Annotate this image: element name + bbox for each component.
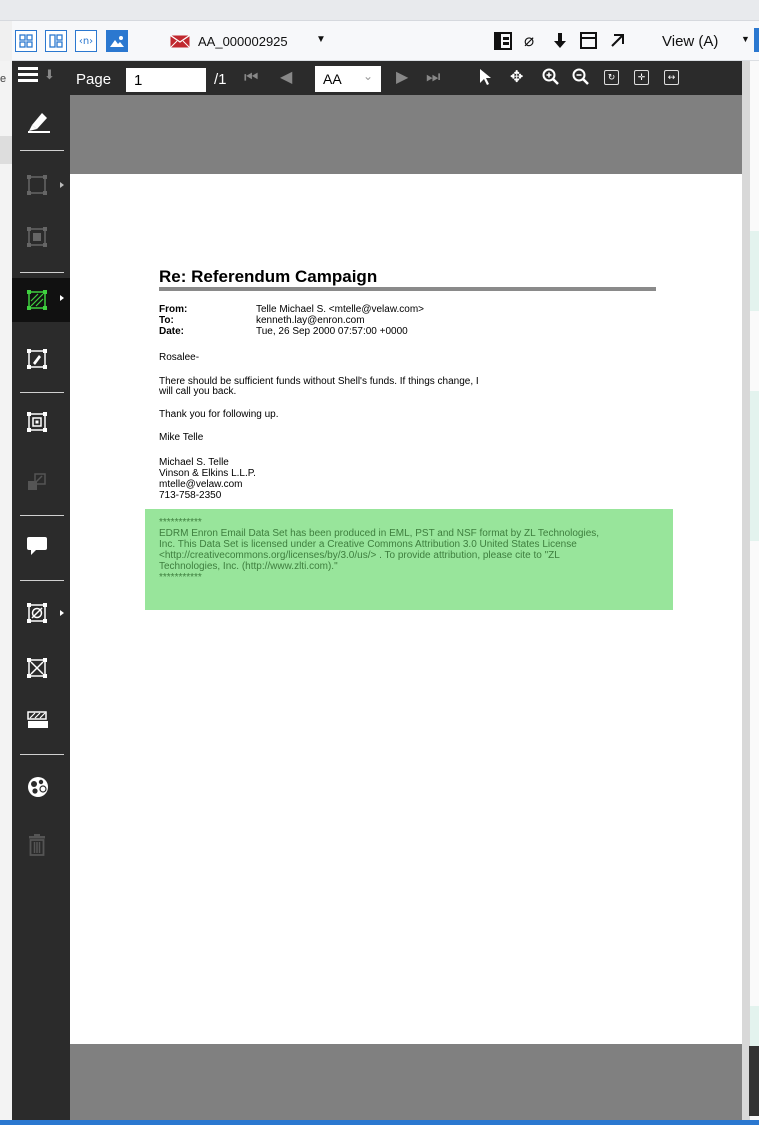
redact-box-icon — [26, 174, 48, 196]
palette-icon — [26, 775, 50, 799]
hide-box-icon — [26, 602, 48, 624]
annotation-tool-rail — [12, 95, 70, 1125]
bottom-accent-bar — [0, 1120, 759, 1125]
email-body-line: will call you back. — [159, 386, 237, 397]
email-envelope-icon — [170, 35, 190, 48]
highlight-text-icon — [26, 348, 48, 370]
email-signoff: Mike Telle — [159, 432, 204, 443]
zoom-value: AA — [323, 71, 342, 87]
signature-phone: 713-758-2350 — [159, 490, 222, 501]
highlight-box-icon — [26, 289, 48, 311]
disclaimer-stars: *********** — [159, 572, 202, 583]
native-code-icon: ‹n› — [78, 35, 94, 47]
document-id-selector[interactable]: AA_000002925 — [198, 34, 288, 49]
highlight-area-tool[interactable] — [12, 278, 70, 322]
page-number-input[interactable] — [126, 68, 206, 92]
from-label: From: — [159, 304, 188, 315]
zoom-select[interactable] — [315, 66, 381, 92]
redact-fill-icon — [26, 226, 48, 248]
email-body-line: There should be sufficient funds without Shell's funds. If things change, I — [159, 376, 479, 387]
cross-out-tool[interactable] — [12, 648, 70, 688]
highlighter-pen-icon — [26, 107, 52, 133]
disclaimer-line: Technologies, Inc. (http://www.zlti.com)." — [159, 561, 338, 572]
select-box-icon — [26, 411, 48, 433]
chevron-down-icon[interactable]: ▼ — [316, 34, 326, 45]
highlight-pen-tool[interactable] — [12, 100, 70, 140]
email-greeting: Rosalee- — [159, 352, 200, 363]
fit-width-icon[interactable]: ↔ — [664, 70, 679, 85]
image-view-button[interactable] — [106, 30, 128, 52]
redact-full-page-tool[interactable] — [12, 700, 70, 740]
cross-box-icon — [26, 657, 48, 679]
disclaimer-line: EDRM Enron Email Data Set has been produced in EML, PST and NSF format by ZL Technologies, — [159, 528, 600, 539]
document-canvas[interactable] — [70, 95, 742, 1125]
select-pointer-icon[interactable] — [478, 67, 492, 90]
disclaimer-stars: *********** — [159, 517, 202, 528]
stub-text-mark: e — [0, 73, 7, 85]
delete-tool[interactable] — [12, 825, 70, 865]
document-page[interactable] — [70, 174, 742, 1044]
pan-move-icon[interactable]: ✥ — [510, 67, 524, 86]
hide-annotation-tool[interactable] — [12, 593, 70, 633]
last-page-icon[interactable]: ⏭ — [426, 67, 441, 86]
zoom-in-icon[interactable] — [542, 67, 560, 90]
chevron-down-icon[interactable]: ▼ — [741, 34, 750, 44]
stub-highlight — [0, 136, 12, 164]
submenu-arrow-icon — [60, 610, 64, 616]
view-selector[interactable]: View (A) — [662, 33, 719, 50]
date-value: Tue, 26 Sep 2000 07:57:00 +0000 — [256, 326, 408, 337]
zoom-out-icon[interactable] — [572, 67, 590, 90]
native-view-button[interactable] — [75, 30, 97, 52]
signature-email: mtelle@velaw.com — [159, 479, 243, 490]
pin-icon[interactable]: ⬇ — [44, 68, 55, 83]
rail-divider — [20, 272, 64, 273]
thumbnail-grid-view-button[interactable] — [15, 30, 37, 52]
to-value: kenneth.lay@enron.com — [256, 315, 365, 326]
resize-icon — [26, 471, 48, 493]
rail-divider — [20, 580, 64, 581]
split-grid-view-button[interactable] — [45, 30, 67, 52]
chevron-down-icon: ⌄ — [363, 69, 374, 83]
download-arrow-icon[interactable] — [552, 32, 568, 54]
background-band — [750, 391, 759, 541]
panel-toggle-icon[interactable] — [494, 32, 512, 54]
viewer-toolbar — [12, 61, 742, 95]
page-total: /1 — [214, 71, 227, 88]
popout-arrow-icon[interactable] — [610, 32, 626, 52]
split-grid-icon — [49, 34, 63, 48]
subject-underline — [159, 287, 656, 291]
redact-area-tool[interactable] — [12, 165, 70, 205]
panel-edge-accent — [754, 28, 759, 52]
date-label: Date: — [159, 326, 185, 337]
to-label: To: — [159, 315, 174, 326]
next-page-icon[interactable]: ▶ — [396, 67, 409, 86]
document-toolbar — [12, 21, 759, 61]
window-top-strip — [0, 0, 759, 21]
first-page-icon[interactable]: ⏮ — [244, 67, 259, 86]
background-dark-block — [749, 1046, 759, 1116]
select-annotation-tool[interactable] — [12, 402, 70, 442]
background-pane-left — [0, 61, 12, 1125]
color-palette-tool[interactable] — [12, 767, 70, 807]
comment-tool[interactable] — [12, 525, 70, 565]
background-band — [750, 1006, 759, 1046]
resize-annotation-tool[interactable] — [12, 462, 70, 502]
trash-icon — [26, 833, 48, 857]
submenu-arrow-icon — [60, 295, 64, 301]
rail-divider — [20, 515, 64, 516]
from-value: Telle Michael S. <mtelle@velaw.com> — [256, 304, 424, 315]
comment-bubble-icon — [26, 534, 48, 556]
submenu-arrow-icon — [60, 182, 64, 188]
email-body-line: Thank you for following up. — [159, 409, 279, 420]
signature-firm: Vinson & Elkins L.L.P. — [159, 468, 256, 479]
email-subject: Re: Referendum Campaign — [159, 267, 378, 286]
redact-fill-tool[interactable] — [12, 217, 70, 257]
full-page-redact-icon — [26, 709, 50, 731]
page-label: Page — [76, 71, 112, 88]
previous-page-icon[interactable]: ◀ — [280, 67, 293, 86]
hide-icon[interactable]: ⌀ — [524, 31, 535, 51]
background-band — [750, 231, 759, 311]
rail-divider — [20, 150, 64, 151]
rail-divider — [20, 754, 64, 755]
rail-divider — [20, 392, 64, 393]
fit-page-icon[interactable]: ✛ — [634, 70, 649, 85]
image-icon — [109, 34, 125, 48]
disclaimer-line: Inc. This Data Set is licensed under a Creative Commons Attribution 3.0 United States License — [159, 539, 577, 550]
vertical-scrollbar[interactable] — [742, 61, 750, 1125]
rotate-icon[interactable]: ↻ — [604, 70, 619, 85]
highlight-text-tool[interactable] — [12, 339, 70, 379]
grid-icon — [19, 34, 33, 48]
signature-name: Michael S. Telle — [159, 457, 229, 468]
window-icon[interactable] — [580, 32, 597, 53]
disclaimer-line: <http://creativecommons.org/licenses/by/3.0/us/> . To provide attribution, please cite to "ZL — [159, 550, 560, 561]
menu-icon[interactable] — [18, 67, 38, 85]
